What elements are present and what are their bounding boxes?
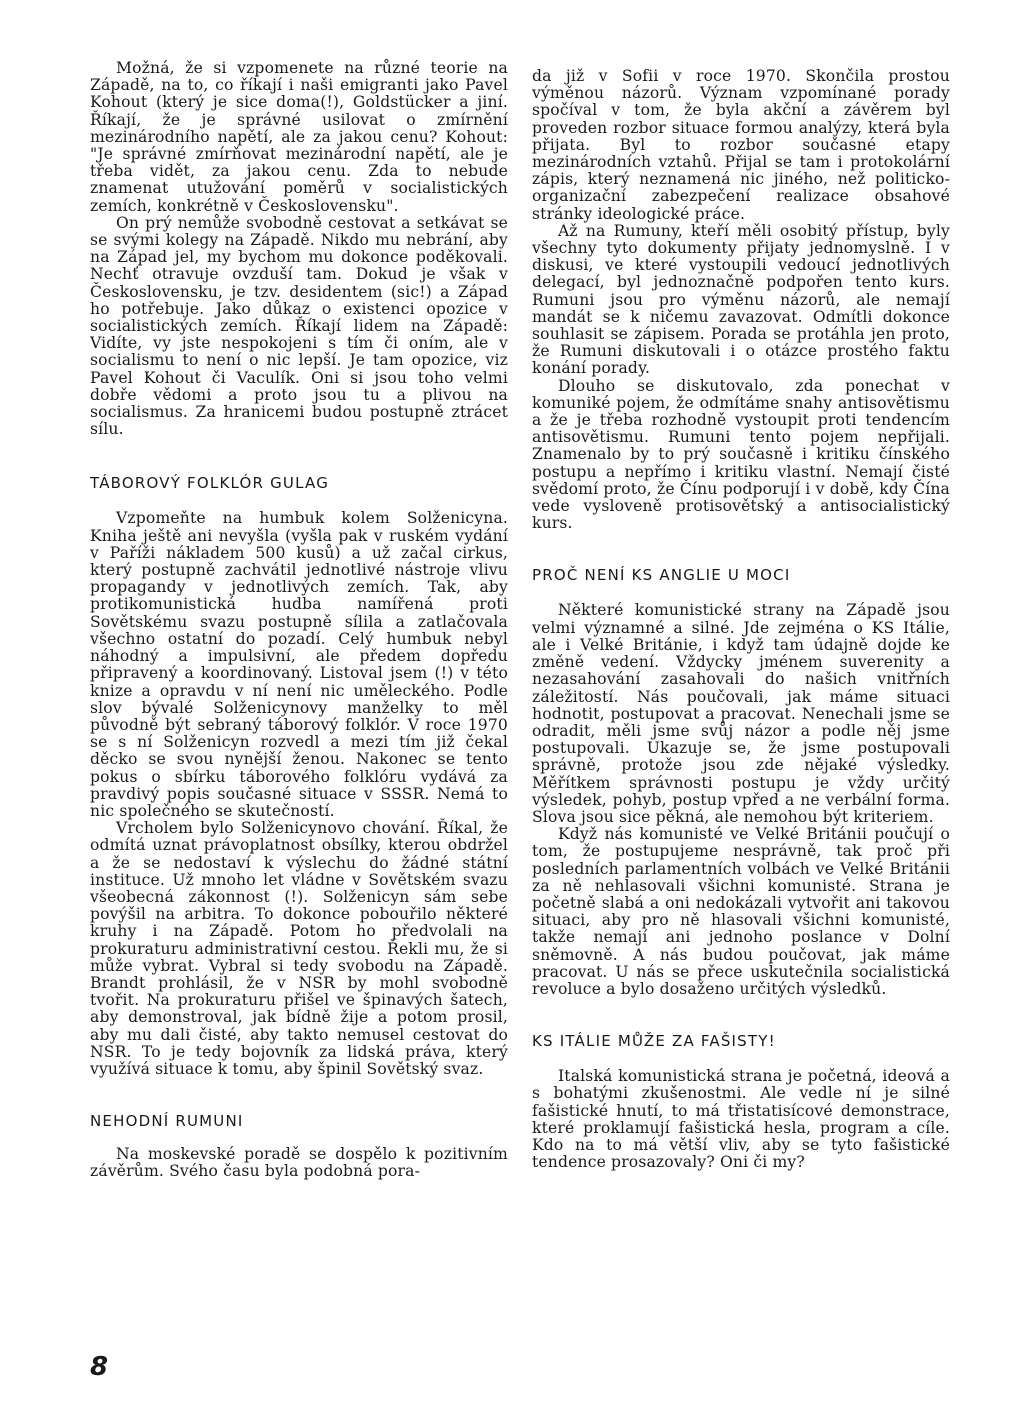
paragraph: Když nás komunisté ve Velké Británii poučují o tom, že postupujeme nesprávně, tak proč při posledních parlamentních volbách ve Velké Británii za ně nehlasovali všichni komunisté. Strana je početně slabá a oni nedokázali vytvořit ani takovou situaci, aby pro ně hlasovali všichni komunisté, takže nemají ani jednoho poslance v Dolní sněmovně. A nás budou poučovat, jak máme pracovat. U nás se přece uskutečnila socialistická revoluce a bylo dosaženo určitých výsledků. <box>532 825 950 998</box>
right-column <box>532 68 950 1171</box>
paragraph: Vzpomeňte na humbuk kolem Solženicyna. Kniha ještě ani nevyšla (vyšla pak v ruském vydání v Paříži nákladem 500 kusů) a už začal cirkus, který postupně zachvátil jednotlivé nástroje vlivu propagandy v jednotlivých zemích. Tak, aby protikomunistická hudba namířená proti Sovětskému svazu postupně sílila a zatlačovala všechno ostatní do pozadí. Celý humbuk nebyl náhodný a impulsivní, ale předem dopředu připravený a koordinovaný. Listoval jsem (!) v této knize a opravdu v ní není nic uměleckého. Podle slov bývalé Solženicynovy manželky to měl původně být sebraný táborový folklór. V roce 1970 se s ní Solženicyn rozvedl a mezi tím již čekal děcko se svou nynější ženou. Nakonec se tento pokus o sbírku táborového folklóru vydává za pravdivý popis současné situace v SSSR. Nemá to nic společného se skutečností. <box>90 509 508 820</box>
paragraph: Vrcholem bylo Solženicynovo chování. Říkal, že odmítá uznat právoplatnost obsílky, kterou obdržel a že se nedostaví k výslechu do žádné státní instituce. Už mnoho let vládne v Sovětském svazu všeobecná zákonnost (!). Solženicyn sám sebe povýšil na arbitra. To dokonce pobouřilo některé kruhy i na Západě. Potom ho předvolali na prokuraturu administrativní cestou. Řekli mu, že si může vybrat. Vybral si tedy svobodu na Západě. Brandt prohlásil, že v NSR by mohl svobodně tvořit. Na prokuraturu přišel ve špinavých šatech, aby demonstroval, jak bídně žije a potom prosil, aby mu dali čisté, aby takto nemusel cestovat do NSR. To je tedy bojovník za lidská práva, který využívá situace k tomu, aby špinil Sovětský svaz. <box>90 819 508 1078</box>
paragraph: Některé komunistické strany na Západě jsou velmi významné a silné. Jde zejména o KS Itálie, ale i Velké Británie, i když tam údajně dojde ke změně vedení. Vždycky jménem suverenity a nezasahování zasahovali do našich vnitřních záležitostí. Nás poučovali, jak máme situaci hodnotit, postupovat a pracovat. Nenechali jsme se odradit, měli jsme svůj názor a podle něj jsme postupovali. Ukazuje se, že jsme postupovali správně, protože jsou zde nějaké výsledky. Měřítkem správnosti postupu je vždy určitý výsledek, pohyb, postup vpřed a ne verbální forma. Slova jsou sice pěkná, ale nemohou být kriteriem. <box>532 601 950 826</box>
section-heading-gulag: TÁBOROVÝ FOLKLÓR GULAG <box>90 474 330 493</box>
paragraph: Na moskevské poradě se dospělo k pozitivním závěrům. Svého času byla podobná pora- <box>90 1145 508 1181</box>
paragraph: da již v Sofii v roce 1970. Skončila prostou výměnou názorů. Význam vzpomínané porady spočíval v tom, že byla akční a závěrem byl proveden rozbor situace formou analýzy, která byla přijata. Byl to rozbor současné etapy mezinárodních vztahů. Přijal se tam i protokolární zápis, který neznamená nic jiného, než politicko-organizační zabezpečení realizace obsahové stránky ideologické práce. <box>532 67 950 223</box>
page-number: 8 <box>90 1352 109 1382</box>
paragraph: On prý nemůže svobodně cestovat a setkávat se se svými kolegy na Západě. Nikdo mu nebrání, aby na Západ jel, my bychom mu dokonce poděkovali. Nechť otravuje ovzduší tam. Dokud je však v Československu, je tzv. desidentem (sic!) a Západ ho potřebuje. Jako důkaz o existenci opozice v socialistických zemích. Říkají lidem na Západě: Vidíte, vy jste nespokojeni s tím či oním, ale v socialismu to není o nic lepší. Je tam opozice, viz Pavel Kohout či Vaculík. Oni si jsou toho velmi dobře vědomi a proto jsou tu a plivou na socialismus. Za hranicemi budou postupně ztrácet sílu. <box>90 213 508 439</box>
paragraph: Možná, že si vzpomenete na různé teorie na Západě, na to, co říkají i naši emigranti jako Pavel Kohout (který je sice doma(!), Goldstücker a jiní. Říkají, že je správné usilovat o zmírnění mezinárodního napětí, ale za jakou cenu? Kohout: "Je správné zmírňovat mezinárodní napětí, ale je třeba vidět, za jakou cenu. Zda to nebude znamenat utužování poměrů v socialistických zemích, konkrétně v Československu". <box>90 59 508 215</box>
section-heading-rumuni: NEHODNÍ RUMUNI <box>90 1112 244 1131</box>
left-column <box>90 60 508 1181</box>
paragraph: Dlouho se diskutovalo, zda ponechat v komuniké pojem, že odmítáme snahy antisovětismu a že je třeba rozhodně vystoupit proti tendencím antisovětismu. Rumuni tento pojem nepřijali. Znamenalo by to prý současně i kritiku čínského postupu a nepřímo i kritiku vlastní. Nemají čisté svědomí proto, že Čínu podporují i v době, kdy Čína vede vysloveně protisovětský a antisocialistický kurs. <box>532 376 950 533</box>
section-heading-ks-anglie: PROČ NENÍ KS ANGLIE U MOCI <box>532 566 791 585</box>
paragraph: Až na Rumuny, kteří měli osobitý přístup, byly všechny tyto dokumenty přijaty jednomyslně. I v diskusi, ve které vystoupili vedoucí jednotlivých delegací, byl jednoznačně podpořen tento kurs. Rumuni jsou pro výměnu názorů, ale nemají mandát se k ničemu zavazovat. Odmítli dokonce souhlasit se zápisem. Porada se protáhla jen proto, že Rumuni diskutovali i o otázce prostého faktu konání porady. <box>532 221 950 378</box>
section-heading-ks-italie: KS ITÁLIE MŮŽE ZA FAŠISTY! <box>532 1032 776 1051</box>
paragraph: Italská komunistická strana je početná, ideová a s bohatými zkušenostmi. Ale vedle ní je silné fašistické hnutí, to má třistatisícové demonstrace, které proklamují fašistická hesla, program a cíle. Kdo na to má větší vliv, aby se tyto fašistické tendence prosazovaly? Oni či my? <box>532 1067 950 1172</box>
